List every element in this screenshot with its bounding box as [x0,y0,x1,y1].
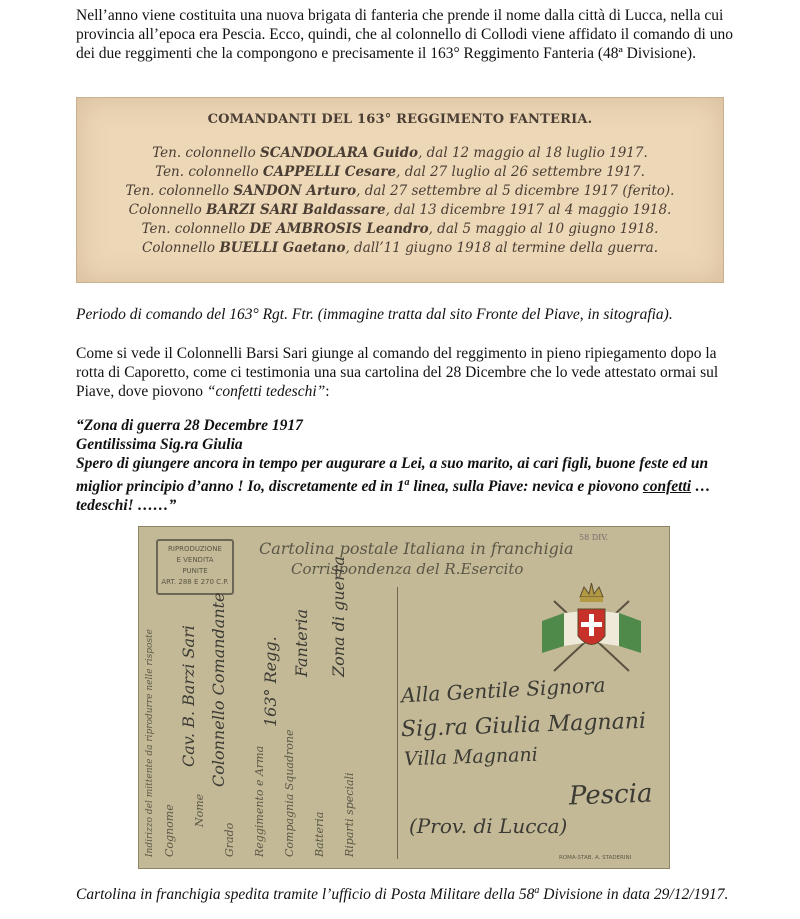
postcard-title: Cartolina postale Italiana in franchigia [259,539,574,558]
command-rank: Colonnello [128,202,202,218]
stamp-line: PUNITE [182,567,208,575]
address-line-2: Sig.ra Giulia Magnani [400,708,647,743]
command-period: , dal 27 luglio al 26 settembre 1917. [396,164,645,180]
postcard-image [138,526,670,869]
label-riparti: Riparti speciali [343,772,356,857]
postcard-subtitle: Corrispondenza del R.Esercito [291,560,524,578]
command-rank: Colonnello [141,240,216,256]
address-line-5: (Prov. di Lucca) [409,814,568,838]
command-period: , dal 27 settembre al 5 dicembre 1917 (ferito). [356,183,675,199]
postcard-caption [76,881,736,904]
command-period: , dal 12 maggio al 18 luglio 1917. [418,145,648,161]
label-batteria: Batteria [313,811,326,857]
divider-line [397,587,398,859]
label-nome: Nome [193,793,206,827]
command-row [77,240,723,256]
handwriting-name: Cav. B. Barzi Sari [179,625,198,767]
label-compagnia: Compagnia Squadrone [283,729,296,857]
intro-paragraph: Nell’anno viene costituita una nuova brigata di fanteria che prende il nome dalla città di Lucca, nella cui provincia all’epoca era Pescia. Ecco, quindi, che al colonnello di Collodi viene affidato il comando di uno dei due reggimenti che la compongono e precisamente il 163° Reggimento Fanteria (48ª Divisione). [76,7,733,62]
command-name: BUELLI Gaetano [219,240,346,256]
command-name: BARZI SARI Baldassare [206,202,386,218]
command-name: CAPPELLI Cesare [262,164,397,180]
letter-text-c: … tedeschi! ……” [76,478,711,515]
caption-text-b: Divisione in data 29/12/1917. [539,886,729,904]
body-quote: “confetti tedeschi” [206,383,326,400]
command-period: , dall’11 giugno 1918 al termine della guerra. [345,240,658,256]
letter-text-a: Spero di giungere ancora in tempo per augurare a Lei, a suo marito, ai cari figli, buone feste ed un miglior principio d’anno ! Io, discretamente ed in 1 [76,455,709,496]
command-row [77,164,723,180]
handwriting-zone: Zona di guerra [329,556,348,677]
address-line-3: Villa Magnani [403,743,539,771]
command-period: , dal 13 dicembre 1917 al 4 maggio 1918. [385,202,672,218]
handwriting-arm: Fanteria [292,608,311,677]
letter-quote [76,416,736,515]
stamp-line: RIPRODUZIONE [168,545,222,553]
stamp-line: E VENDITA [176,556,214,564]
body-paragraph [76,344,736,401]
letter-underlined: confetti [642,478,692,496]
caption-text-a: Cartolina in franchigia spedita tramite l’ufficio di Posta Militare della 58 [76,886,535,904]
command-rank: Ten. colonnello [155,164,259,180]
table-title: COMANDANTI DEL 163° REGGIMENTO FANTERIA. [207,112,593,127]
body-text-end: : [325,383,330,400]
caption-sup: a [534,885,540,896]
command-name: DE AMBROSIS Leandro [249,221,429,237]
coat-of-arms-icon [534,561,649,681]
command-table-image [76,97,724,283]
sender-note: Indirizzo del mittente da riprodurre nelle risposte [145,629,155,857]
stamp-line: ART. 288 E 270 C.P. [161,578,229,586]
command-row [77,183,723,199]
label-grado: Grado [223,822,236,857]
letter-text-b: linea, sulla Piave: nevica e piovono [409,478,643,496]
letter-sup: a [404,477,410,488]
division-note: 58 DIV. [579,533,609,542]
command-row [77,202,723,218]
command-name: SCANDOLARA Guido [260,145,419,161]
label-reggimento: Reggimento e Arma [253,745,266,857]
command-row [77,145,723,161]
command-rank: Ten. colonnello [141,221,246,237]
command-period: , dal 5 maggio al 10 giugno 1918. [428,221,659,237]
letter-line-2: Gentilissima Sig.ra Giulia [76,436,243,453]
label-cognome: Cognome [163,804,176,857]
address-line-1: Alla Gentile Signora [400,672,607,708]
command-row [77,221,723,237]
command-rank: Ten. colonnello [125,183,230,199]
body-text: Come si vede il Colonnelli Barsi Sari giunge al comando del reggimento in pieno ripiegamento dopo la rotta di Caporetto, come ci testimonia una sua cartolina del 28 Dicembre che lo vede attestato ormai sul Piave, dove piovono [76,345,719,400]
printer-mark: ROMA-STAB. A. STADERINI [559,855,632,861]
handwriting-regiment: 163° Regg. [261,636,280,727]
letter-line-3 [76,454,736,515]
handwriting-rank: Colonnello Comandante [209,592,228,787]
letter-line-1: “Zona di guerra 28 Decembre 1917 [76,417,303,434]
table-caption: Periodo di comando del 163° Rgt. Ftr. (immagine tratta dal sito Fronte del Piave, in sitografia). [76,306,673,323]
command-rank: Ten. colonnello [152,145,256,161]
address-line-4: Pescia [568,778,653,812]
command-name: SANDON Arturo [233,183,357,199]
stamp-box [156,539,234,595]
